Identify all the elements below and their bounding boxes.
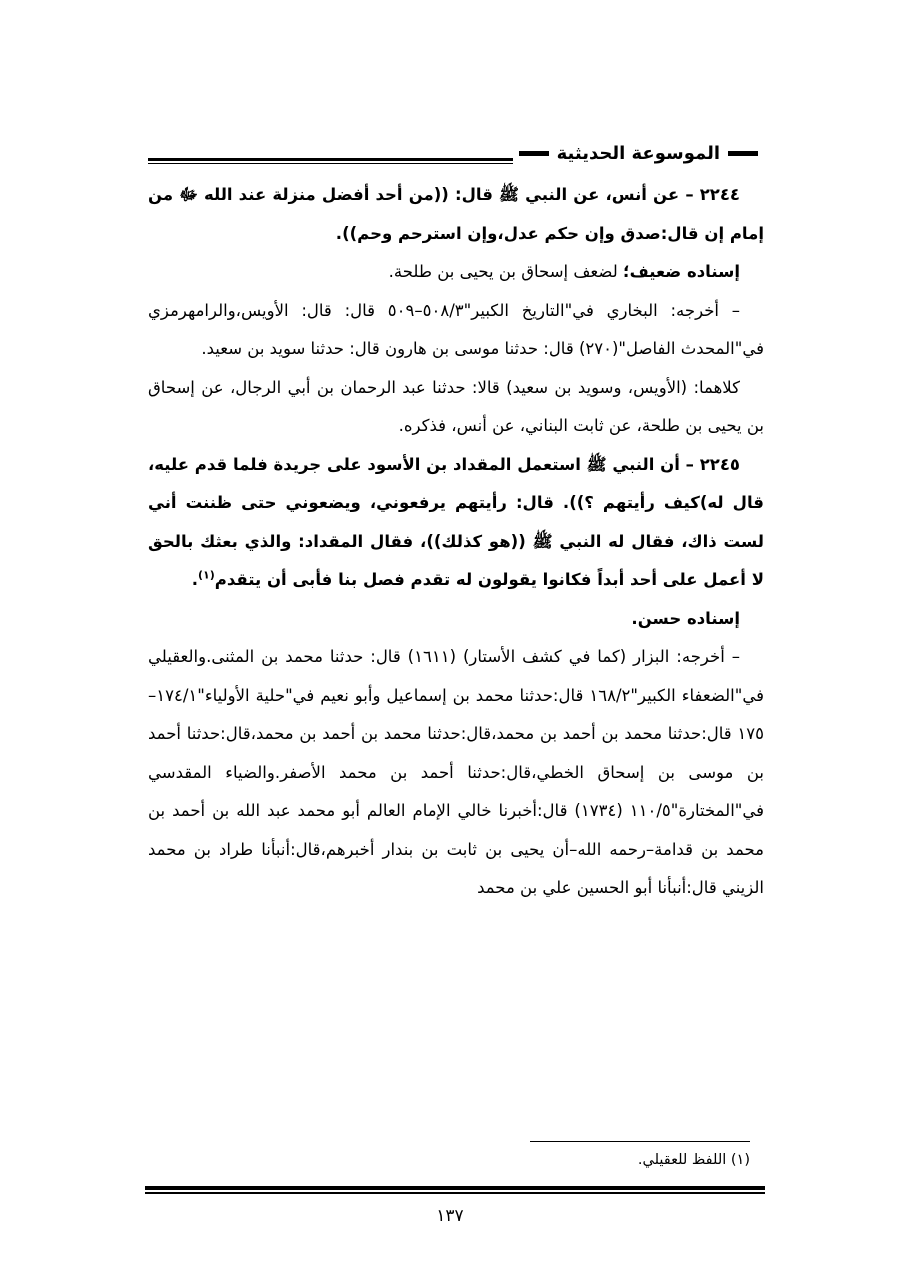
page-body xyxy=(148,136,764,908)
takhrij-2244-b: كلاهما: (الأويس، وسويد بن سعيد) قالا: حدثنا عبد الرحمان بن أبي الرجال، عن إسحاق بن يحيى بن طلحة، عن ثابت البناني، عن أنس، فذكره. xyxy=(148,377,764,435)
running-header xyxy=(148,136,764,170)
hadith-2245-text: ٢٢٤٥ – أن النبي ﷺ استعمل المقداد بن الأسود على جريدة فلما قدم عليه، قال له)كيف رأيتهم ؟)). قال: رأيتهم يرفعوني، ويضعوني حتى ظننت أني لست ذاك، فقال له النبي ﷺ ((هو كذلك))، فقال المقداد: والذي بعثك بالحق لا أعمل على أحد أبداً فكانوا يقولون له تقدم فصل بنا فأبى أن يتقدم xyxy=(148,454,764,589)
footnote-separator xyxy=(530,1141,750,1142)
isnad-2244 xyxy=(148,253,764,292)
header-ornament xyxy=(519,151,549,156)
isnad-2245: إسناده حسن. xyxy=(631,608,740,628)
running-title: الموسوعة الحديثية xyxy=(556,142,720,164)
hadith-2245 xyxy=(148,446,764,600)
footer-rule-thin xyxy=(145,1192,765,1194)
hadith-2244: ٢٢٤٤ – عن أنس، عن النبي ﷺ قال: ((من أحد أفضل منزلة عند الله ﷻ من إمام إن قال:صدق وإن حكم عدل،وإن استرحم وحم)). xyxy=(148,185,764,243)
footnote: (١) اللفظ للعقيلي. xyxy=(637,1152,750,1168)
isnad-label: إسناده ضعيف؛ xyxy=(622,262,740,281)
isnad-reason: لضعف إسحاق بن يحيى بن طلحة. xyxy=(388,262,623,281)
hadith-2245-end: . xyxy=(191,570,199,589)
footer-rule xyxy=(145,1186,765,1190)
footnote-marker[interactable]: (١) xyxy=(198,568,215,582)
header-title-group xyxy=(513,143,764,164)
takhrij-2245: – أخرجه: البزار (كما في كشف الأستار) (١٦١١) قال: حدثنا محمد بن المثنى.والعقيلي في"الضعفاء الكبير"١٦٨/٢ قال:حدثنا محمد بن إسماعيل وأبو نعيم في"حلية الأولياء"١٧٤/١–١٧٥ قال:حدثنا محمد بن أحمد بن محمد،قال:حدثنا محمد بن أحمد بن محمد،قال:حدثنا أحمد بن موسى بن إسحاق الخطي،قال:حدثنا أحمد بن محمد الأصفر.والضياء المقدسي في"المختارة"١١٠/٥ (١٧٣٤) قال:أخبرنا خالي الإمام العالم أبو محمد عبد الله بن أحمد بن محمد بن قدامة–رحمه الله–أن يحيى بن ثابت بن بندار أخبرهم،قال:أنبأنا طراد بن محمد الزيني قال:أنبأنا أبو الحسين علي بن محمد xyxy=(148,647,765,897)
header-ornament xyxy=(728,151,758,156)
page-number: ١٣٧ xyxy=(436,1206,464,1226)
main-text xyxy=(148,176,764,908)
takhrij-2244-a: – أخرجه: البخاري في"التاريخ الكبير"٥٠٨/٣–٥٠٩ قال: قال: الأويس،والرامهرمزي في"المحدث الفاصل"(٢٧٠) قال: حدثنا موسى بن هارون قال: حدثنا سويد بن سعيد. xyxy=(148,300,764,358)
